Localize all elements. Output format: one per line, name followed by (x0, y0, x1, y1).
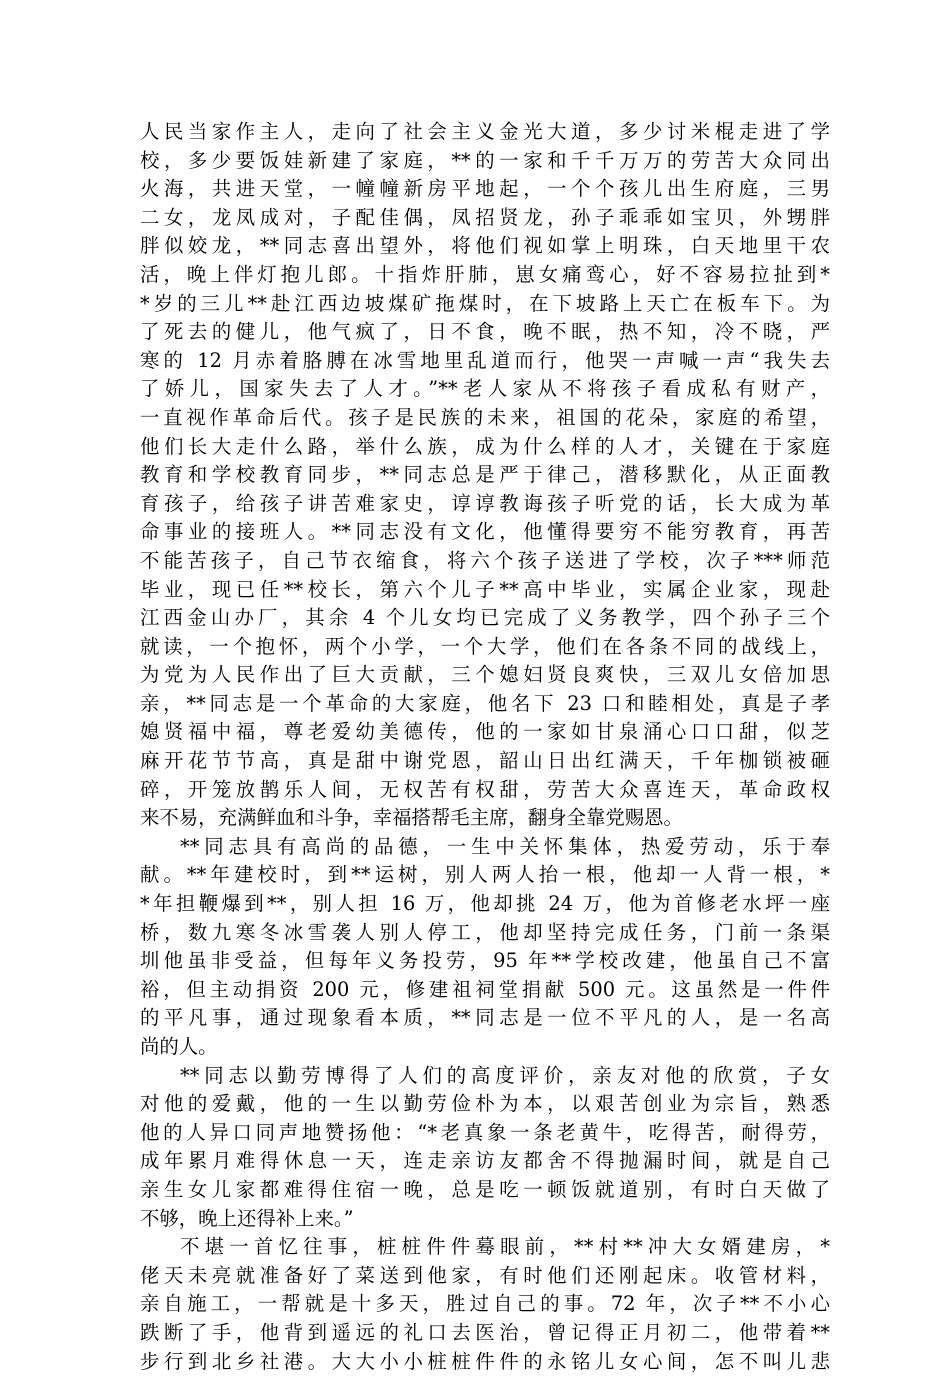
text-line: 不堪一首忆往事，桩桩件件蓦眼前，**村**冲大女婿建房，* (180, 1235, 830, 1259)
text-line: 毕业，现已任**校长，第六个儿子**高中毕业，实属企业家，现赴 (140, 577, 830, 601)
paragraph-3 (140, 1062, 830, 1234)
text-line: 一直视作革命后代。孩子是民族的未来，祖国的花朵，家庭的希望， (140, 405, 830, 429)
text-line: 步行到北乡社港。大大小小桩桩件件的永铭儿女心间，怎不叫儿悲 (140, 1349, 830, 1373)
text-line: *岁的三儿**赴江西边坡煤矿拖煤时，在下坡路上天亡在板车下。为 (140, 291, 830, 315)
text-line: 不能苦孩子，自己节衣缩食，将六个孩子送进了学校，次子***师范 (140, 548, 830, 572)
text-line: 的平凡事，通过现象看本质，**同志是一位不平凡的人，是一名高 (140, 1006, 830, 1030)
text-line: 就读，一个抱怀，两个小学，一个大学，他们在各条不同的战线上， (140, 634, 830, 658)
text-line: 亲，**同志是一个革命的大家庭，他名下 23 口和睦相处，真是子孝 (140, 691, 830, 715)
text-line: 江西金山办厂，其余 4 个儿女均已完成了义务教学，四个孙子三个 (140, 606, 830, 630)
text-line: 亲自施工，一帮就是十多天，胜过自己的事。72 年，次子**不小心 (140, 1292, 830, 1316)
text-line: 对他的爱戴，他的一生以勤劳俭朴为本，以艰苦创业为宗旨，熟悉 (140, 1092, 830, 1116)
text-line: **同志以勤劳博得了人们的高度评价，亲友对他的欣赏，子女 (180, 1063, 830, 1087)
text-line: 亲生女儿家都难得住宿一晚，总是吃一顿饭就道别，有时白天做了 (140, 1177, 830, 1201)
text-line: 裕，但主动捐资 200 元，修建祖祠堂捐献 500 元。这虽然是一件件 (140, 977, 830, 1001)
text-line: 教育和学校教育同步，**同志总是严于律己，潜移默化，从正面教 (140, 463, 830, 487)
text-line: 献。**年建校时，到**运树，别人两人抬一根，他却一人背一根，* (140, 863, 830, 887)
text-line: 命事业的接班人。**同志没有文化，他懂得要穷不能穷教育，再苦 (140, 520, 830, 544)
text-line: 人民当家作主人，走向了社会主义金光大道，多少讨米棍走进了学 (140, 120, 830, 143)
text-line: 媳贤福中福，尊老爱幼美德传，他的一家如甘泉涌心口口甜，似芝 (140, 720, 830, 744)
paragraph-1 (140, 118, 830, 833)
text-line: 麻开花节节高，真是甜中谢党恩，韶山日出红满天，千年枷锁被砸 (140, 749, 830, 773)
text-line: 活，晚上伴灯抱儿郎。十指炸肝肺，崽女痛鸾心，好不容易拉扯到* (140, 262, 830, 286)
text-line: 跌断了手，他背到遥远的礼口去医治，曾记得正月初二，他带着** (140, 1320, 830, 1344)
text-line: 育孩子，给孩子讲苦难家史，谆谆教诲孩子听党的话，长大成为革 (140, 491, 830, 515)
document-body (140, 118, 830, 1376)
text-line: 成年累月难得休息一天，连走亲访友都舍不得抛漏时间，就是自己 (140, 1149, 830, 1173)
text-line: 为党为人民作出了巨大贡献，三个媳妇贤良爽快，三双儿女倍加思 (140, 663, 830, 687)
text-line: *年担鞭爆到**，别人担 16 万，他却挑 24 万，他为首修老水坪一座 (140, 892, 830, 916)
text-line: 寒的 12 月赤着胳膊在冰雪地里乱道而行，他哭一声喊一声“我失去 (140, 348, 830, 372)
text-line: 了娇儿，国家失去了人才。”**老人家从不将孩子看成私有财产， (140, 377, 830, 401)
text-line: 他们长大走什么路，举什么族，成为什么样的人才，关键在于家庭 (140, 434, 830, 458)
text-line: 了死去的健儿，他气疯了，日不食，晚不眠，热不知，冷不晓，严 (140, 320, 830, 344)
text-line: 火海，共进天堂，一幢幢新房平地起，一个个孩儿出生府庭，三男 (140, 177, 830, 201)
text-line: 二女，龙凤成对，子配佳偶，凤招贤龙，孙子乖乖如宝贝，外甥胖 (140, 205, 830, 229)
text-line: 胖似姣龙，**同志喜出望外，将他们视如掌上明珠，白天地里干农 (140, 234, 830, 258)
text-line: 来不易，充满鲜血和斗争，幸福搭帮毛主席，翻身全靠党赐恩。 (140, 806, 683, 830)
text-line: 桥，数九寒冬冰雪袭人别人停工，他却坚持完成任务，门前一条渠 (140, 920, 830, 944)
text-line: 校，多少要饭娃新建了家庭，**的一家和千千万万的劳苦大众同出 (140, 148, 830, 172)
text-line: 佬天未亮就准备好了菜送到他家，有时他们还刚起床。收管材料， (140, 1263, 830, 1287)
text-line: 尚的人。 (140, 1035, 218, 1058)
text-line: 不够，晚上还得补上来。” (140, 1206, 354, 1230)
paragraph-2 (140, 833, 830, 1062)
paragraph-4 (140, 1233, 830, 1376)
text-line: 他的人异口同声地赞扬他：“*老真象一条老黄牛，吃得苦，耐得劳， (140, 1120, 830, 1144)
text-line: 圳他虽非受益，但每年义务投劳，95 年**学校改建，他虽自己不富 (140, 949, 830, 973)
text-line: 碎，开笼放鹊乐人间，无权苦有权甜，劳苦大众喜连天，革命政权 (140, 777, 830, 801)
text-line: **同志具有高尚的品德，一生中关怀集体，热爱劳动，乐于奉 (180, 834, 830, 858)
